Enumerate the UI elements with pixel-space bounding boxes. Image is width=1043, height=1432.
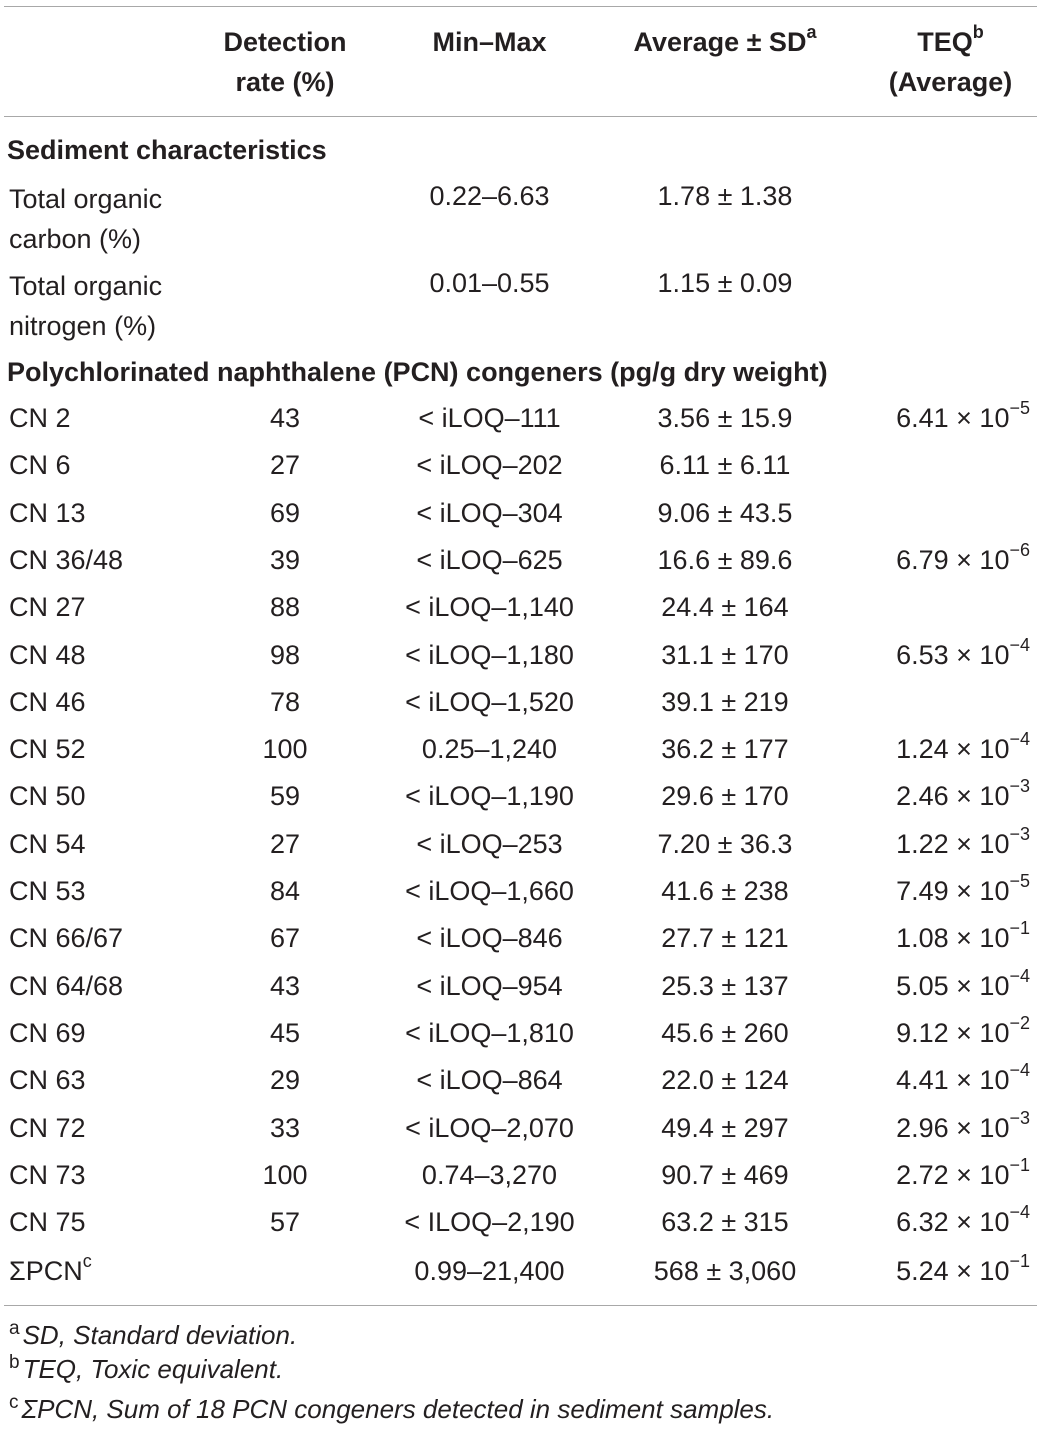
footnote-b: $^b$ TEQ, Toxic equivalent. (9, 1352, 284, 1384)
row-teq: $1.24 \times 10^{-4}$ (896, 729, 1030, 765)
row-name: CN 27 (9, 592, 86, 623)
row-name: CN 46 (9, 686, 86, 717)
section-sediment-title: Sediment characteristics (7, 135, 327, 165)
row-average: 6.11 ± 6.11 (659, 450, 791, 481)
row-name: CN 73 (9, 1159, 86, 1190)
row-average: 25.3 ± 137 (661, 970, 789, 1001)
row-name: CN 50 (9, 781, 86, 812)
row-minmax: < iLOQ–2,070 (405, 1112, 574, 1143)
row-name: CN 72 (9, 1112, 86, 1143)
row-minmax: 0.25–1,240 (421, 734, 558, 765)
row-average: 39.1 ± 219 (661, 686, 789, 717)
row-name: CN 2 (9, 403, 71, 433)
row-minmax: < iLOQ–625 (416, 544, 563, 575)
row-detection: 45 (269, 1017, 301, 1048)
row-minmax: < iLOQ–1,660 (405, 876, 574, 906)
row-name: CN 69 (9, 1017, 86, 1048)
row-average: 9.06 ± 43.5 (657, 497, 793, 528)
row-average: 27.7 ± 121 (661, 923, 789, 954)
row-average: 49.4 ± 297 (661, 1112, 789, 1143)
row-detection: 100 (262, 734, 308, 765)
row-teq: $6.32 \times 10^{-4}$ (896, 1202, 1030, 1238)
row-average: 3.56 ± 15.9 (657, 403, 793, 433)
row-detection: 59 (269, 781, 301, 812)
row-minmax: < iLOQ–202 (416, 450, 563, 481)
row-minmax: < ILOQ–2,190 (404, 1207, 575, 1238)
row-minmax: 0.74–3,270 (421, 1159, 558, 1190)
row-detection: 84 (269, 876, 301, 906)
row-teq: $1.22 \times 10^{-3}$ (896, 823, 1030, 859)
row-teq: $5.05 \times 10^{-4}$ (896, 965, 1030, 1001)
row-average: 41.6 ± 238 (661, 876, 789, 906)
row-minmax: < iLOQ–1,140 (405, 592, 574, 623)
row-detection: 43 (269, 403, 301, 433)
row-name: CN 54 (9, 828, 86, 859)
header-rule (4, 116, 1037, 117)
row-teq: $2.46 \times 10^{-3}$ (896, 776, 1030, 812)
row-name: Total organic nitrogen (%) (9, 271, 163, 341)
row-name: CN 63 (9, 1065, 86, 1096)
bottom-rule (4, 1305, 1037, 1306)
row-minmax: 0.01–0.55 (429, 268, 550, 298)
row-average: 45.6 ± 260 (661, 1017, 789, 1048)
row-average: 22.0 ± 124 (661, 1065, 789, 1096)
row-detection: 78 (269, 686, 301, 717)
row-average: 1.78 ± 1.38 (657, 181, 793, 211)
row-minmax: < iLOQ–1,520 (405, 686, 574, 717)
row-teq: $6.53 \times 10^{-4}$ (896, 634, 1030, 670)
row-teq: $9.12 \times 10^{-2}$ (896, 1012, 1030, 1048)
row-minmax: < iLOQ–253 (416, 828, 563, 859)
row-detection: 43 (269, 970, 301, 1001)
row-minmax: < iLOQ–1,810 (405, 1017, 574, 1048)
row-minmax: < iLOQ–864 (416, 1065, 563, 1096)
row-teq: $1.08 \times 10^{-1}$ (896, 918, 1030, 954)
row-minmax: < iLOQ–111 (418, 403, 561, 433)
row-detection: 27 (269, 828, 301, 859)
header-average: Average ± $SD^a$ (633, 22, 817, 57)
row-teq: $4.41 \times 10^{-4}$ (896, 1060, 1030, 1096)
row-detection: 67 (269, 923, 301, 954)
row-teq: $6.41 \times 10^{-5}$ (896, 398, 1030, 433)
row-average: 568 ± 3,060 (653, 1256, 797, 1286)
row-name: CN 66/67 (9, 923, 124, 954)
row-average: 63.2 ± 315 (661, 1207, 789, 1238)
row-detection: 98 (269, 639, 301, 670)
row-average: 24.4 ± 164 (661, 592, 789, 623)
row-teq: $2.72 \times 10^{-1}$ (896, 1154, 1030, 1190)
row-teq: $2.96 \times 10^{-3}$ (896, 1107, 1030, 1143)
row-average: 31.1 ± 170 (661, 639, 789, 670)
row-minmax: < iLOQ–304 (416, 497, 563, 528)
row-name: CN 36/48 (9, 544, 124, 575)
top-rule (4, 6, 1037, 7)
row-name: CN 48 (9, 639, 86, 670)
row-average: 7.20 ± 36.3 (657, 828, 793, 859)
row-name: CN 53 (9, 876, 86, 906)
row-detection: 29 (269, 1065, 301, 1096)
row-name: CN 6 (9, 450, 71, 481)
row-average: 1.15 ± 0.09 (657, 268, 793, 298)
row-name: CN 52 (9, 734, 86, 765)
row-detection: 88 (269, 592, 301, 623)
row-detection: 100 (262, 1159, 308, 1190)
row-detection: 69 (269, 497, 301, 528)
row-minmax: < iLOQ–954 (416, 970, 563, 1001)
row-average: 36.2 ± 177 (661, 734, 789, 765)
row-minmax: 0.99–21,400 (414, 1256, 565, 1286)
section-pcn-title: Polychlorinated naphthalene (PCN) congeners (pg/g dry weight) (7, 357, 828, 387)
row-name: ΣPCN$^c$ (9, 1251, 92, 1286)
row-name: CN 64/68 (9, 970, 124, 1001)
row-minmax: < iLOQ–1,180 (405, 639, 574, 670)
row-minmax: 0.22–6.63 (429, 181, 550, 211)
row-detection: 57 (269, 1207, 301, 1238)
footnote-a: $^a$ SD, Standard deviation. (9, 1318, 298, 1350)
header-minmax: Min–Max (432, 27, 547, 57)
row-minmax: < iLOQ–846 (416, 923, 563, 954)
row-minmax: < iLOQ–1,190 (405, 781, 574, 812)
row-detection: 33 (269, 1112, 301, 1143)
row-average: 29.6 ± 170 (661, 781, 789, 812)
row-name: CN 13 (9, 497, 86, 528)
row-name: Total organic carbon (%) (9, 184, 163, 254)
row-teq: $5.24 \times 10^{-1}$ (896, 1251, 1030, 1286)
row-name: CN 75 (9, 1207, 86, 1238)
row-detection: 39 (269, 544, 301, 575)
row-teq: $7.49 \times 10^{-5}$ (896, 871, 1030, 906)
header-teq: TEQ$^b$ (Average) (888, 22, 1013, 97)
row-average: 16.6 ± 89.6 (657, 544, 793, 575)
footnote-c: $^c$ ΣPCN, Sum of 18 PCN congeners detected in sediment samples. (9, 1392, 775, 1424)
header-detection: Detection rate (%) (223, 27, 347, 97)
row-average: 90.7 ± 469 (661, 1159, 789, 1190)
row-detection: 27 (269, 450, 301, 481)
row-teq: $6.79 \times 10^{-6}$ (896, 539, 1030, 575)
